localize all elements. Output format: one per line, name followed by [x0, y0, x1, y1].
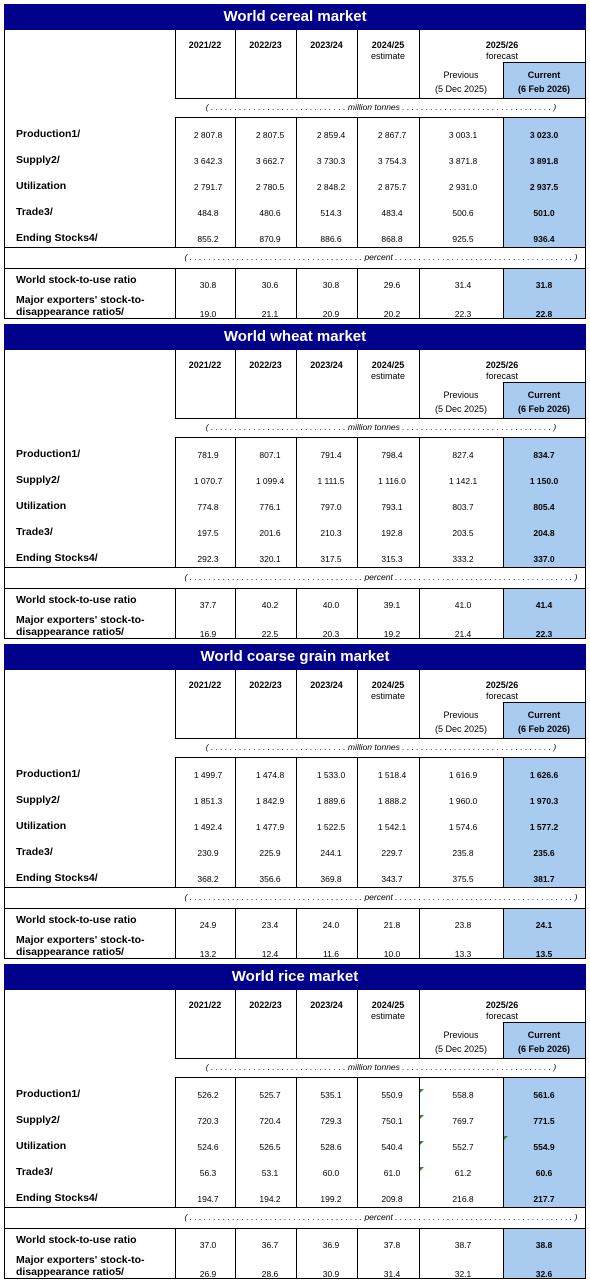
- ratio-cell: 20.2: [383, 309, 401, 319]
- divider-line: [5, 247, 585, 248]
- value-cell: 552.7: [452, 1142, 474, 1152]
- current-value: 936.4: [533, 234, 555, 244]
- current-value: 217.7: [533, 1194, 555, 1204]
- ratio-cell: 11.6: [323, 949, 339, 959]
- value-cell: 2 875.7: [377, 182, 407, 192]
- divider-line: [5, 908, 585, 909]
- row-label: Ending Stocks4/: [16, 1192, 98, 1204]
- row-label: Utilization: [16, 180, 67, 192]
- ratio-cell: 24.0: [322, 920, 340, 930]
- year-header: 2022/23: [249, 360, 282, 370]
- value-cell: 216.8: [452, 1194, 474, 1204]
- ratio-label-line1: Major exporters' stock-to-: [16, 934, 145, 946]
- previous-date: (5 Dec 2025): [434, 1044, 488, 1054]
- row-label: Utilization: [16, 500, 67, 512]
- current-label: Current: [527, 1030, 561, 1040]
- current-value: 2 937.5: [529, 182, 559, 192]
- ratio-cell: 12.4: [261, 949, 279, 959]
- value-cell: 480.6: [259, 208, 281, 218]
- ratio-cell: 20.9: [322, 309, 340, 319]
- year-header: 2024/25: [371, 1000, 405, 1010]
- ratio-cell: 24.9: [199, 920, 217, 930]
- estimate-label: estimate: [370, 691, 405, 701]
- value-cell: 315.3: [381, 554, 403, 564]
- value-cell: 356.6: [259, 874, 281, 884]
- units-percent: ( . . . . . . . . . . . . . . . . . . . . . . . . . . . . . . . . . . . . . percent . . . . . . . . . . . . . . . . . . . . . . . . . . . . . . . . . . . . . . ): [184, 1212, 578, 1222]
- ratio-cell: 30.8: [199, 280, 217, 290]
- ratio-cell: 37.7: [199, 600, 217, 610]
- value-cell: 1 574.6: [448, 822, 478, 832]
- value-cell: 2 867.7: [377, 130, 407, 140]
- ratio-cell: 29.6: [383, 280, 401, 290]
- value-cell: 235.8: [452, 848, 474, 858]
- value-cell: 776.1: [259, 502, 281, 512]
- divider-line: [503, 382, 585, 383]
- year-header: 2022/23: [249, 1000, 282, 1010]
- value-cell: 61.0: [383, 1168, 401, 1178]
- current-ratio-value: 38.8: [535, 1240, 553, 1250]
- ratio-cell: 21.4: [454, 629, 472, 639]
- value-cell: 524.6: [197, 1142, 219, 1152]
- current-ratio-value: 31.8: [535, 280, 553, 290]
- row-label: Production1/: [16, 448, 81, 460]
- row-label: Supply2/: [16, 474, 60, 486]
- ratio-cell: 30.9: [322, 1269, 340, 1279]
- row-label: Trade3/: [16, 206, 53, 218]
- value-cell: 540.4: [381, 1142, 403, 1152]
- value-cell: 229.7: [381, 848, 403, 858]
- current-label: Current: [527, 710, 561, 720]
- year-header: 2023/24: [310, 360, 343, 370]
- current-value: 805.4: [533, 502, 555, 512]
- ratio-label: World stock-to-use ratio: [16, 274, 137, 286]
- value-cell: 528.6: [320, 1142, 342, 1152]
- current-value: 1 577.2: [529, 822, 559, 832]
- current-value: 60.6: [535, 1168, 553, 1178]
- previous-label: Previous: [443, 1030, 479, 1040]
- estimate-label: estimate: [370, 51, 405, 61]
- value-cell: 1 842.9: [255, 796, 285, 806]
- ratio-label: World stock-to-use ratio: [16, 914, 137, 926]
- value-cell: 292.3: [197, 554, 219, 564]
- forecast-year-header: 2025/26: [485, 1000, 519, 1010]
- current-date: (6 Feb 2026): [517, 1044, 571, 1054]
- value-cell: 3 642.3: [193, 156, 223, 166]
- current-ratio-value: 13.5: [535, 949, 553, 959]
- value-cell: 343.7: [381, 874, 403, 884]
- ratio-label-line2: disappearance ratio5/: [16, 946, 124, 958]
- current-ratio-value: 22.3: [535, 629, 553, 639]
- ratio-cell: 26.9: [199, 1269, 217, 1279]
- previous-date: (5 Dec 2025): [434, 84, 488, 94]
- value-cell: 558.8: [452, 1090, 474, 1100]
- value-cell: 1 542.1: [377, 822, 407, 832]
- market-table-0: [4, 4, 586, 320]
- value-cell: 60.0: [322, 1168, 340, 1178]
- value-cell: 2 859.4: [316, 130, 346, 140]
- ratio-cell: 21.1: [261, 309, 279, 319]
- ratio-cell: 36.7: [261, 1240, 279, 1250]
- previous-date: (5 Dec 2025): [434, 404, 488, 414]
- forecast-year-header: 2025/26: [485, 40, 519, 50]
- value-cell: 781.9: [197, 450, 219, 460]
- table-title: World coarse grain market: [4, 644, 586, 670]
- revision-marker-icon: [420, 1115, 424, 1119]
- ratio-cell: 40.2: [261, 600, 279, 610]
- ratio-label: World stock-to-use ratio: [16, 1234, 137, 1246]
- value-cell: 925.5: [452, 234, 474, 244]
- row-label: Supply2/: [16, 1114, 60, 1126]
- table-body: [4, 350, 586, 639]
- value-cell: 1 492.4: [193, 822, 223, 832]
- units-percent: ( . . . . . . . . . . . . . . . . . . . . . . . . . . . . . . . . . . . . . percent . . . . . . . . . . . . . . . . . . . . . . . . . . . . . . . . . . . . . . ): [184, 572, 578, 582]
- ratio-cell: 36.9: [322, 1240, 340, 1250]
- market-table-3: [4, 964, 586, 1280]
- value-cell: 333.2: [452, 554, 474, 564]
- value-cell: 868.8: [381, 234, 403, 244]
- row-label: Supply2/: [16, 794, 60, 806]
- ratio-cell: 31.4: [454, 280, 472, 290]
- value-cell: 803.7: [452, 502, 474, 512]
- units-million-tonnes: ( . . . . . . . . . . . . . . . . . . . . . . . . . . . . . million tonnes . . . . . . . . . . . . . . . . . . . . . . . . . . . . . . . . ): [205, 422, 557, 432]
- value-cell: 1 851.3: [193, 796, 223, 806]
- year-header: 2023/24: [310, 680, 343, 690]
- year-header: 2024/25: [371, 680, 405, 690]
- table-body: [4, 30, 586, 319]
- value-cell: 210.3: [320, 528, 342, 538]
- ratio-cell: 32.1: [454, 1269, 472, 1279]
- forecast-label: forecast: [485, 1011, 518, 1021]
- units-percent: ( . . . . . . . . . . . . . . . . . . . . . . . . . . . . . . . . . . . . . percent . . . . . . . . . . . . . . . . . . . . . . . . . . . . . . . . . . . . . . ): [184, 892, 578, 902]
- year-header: 2024/25: [371, 40, 405, 50]
- forecast-year-header: 2025/26: [485, 360, 519, 370]
- table-body: [4, 670, 586, 959]
- ratio-cell: 21.8: [383, 920, 401, 930]
- divider-line: [175, 757, 585, 758]
- divider-line: [503, 62, 585, 63]
- value-cell: 2 807.5: [255, 130, 285, 140]
- row-label: Trade3/: [16, 526, 53, 538]
- table-title: World cereal market: [4, 4, 586, 30]
- value-cell: 201.6: [259, 528, 281, 538]
- value-cell: 2 780.5: [255, 182, 285, 192]
- value-cell: 209.8: [381, 1194, 403, 1204]
- value-cell: 1 533.0: [316, 770, 346, 780]
- ratio-cell: 19.0: [199, 309, 217, 319]
- current-value: 554.9: [533, 1142, 555, 1152]
- value-cell: 197.5: [197, 528, 219, 538]
- value-cell: 798.4: [381, 450, 403, 460]
- value-cell: 1 070.7: [193, 476, 223, 486]
- year-header: 2023/24: [310, 40, 343, 50]
- value-cell: 550.9: [381, 1090, 403, 1100]
- ratio-label-line2: disappearance ratio5/: [16, 1266, 124, 1278]
- value-cell: 1 116.0: [378, 476, 406, 486]
- divider-line: [175, 1077, 585, 1078]
- value-cell: 1 474.8: [255, 770, 285, 780]
- value-cell: 1 960.0: [448, 796, 478, 806]
- current-date: (6 Feb 2026): [517, 84, 571, 94]
- ratio-cell: 10.0: [383, 949, 401, 959]
- table-title: World wheat market: [4, 324, 586, 350]
- ratio-cell: 13.3: [454, 949, 472, 959]
- previous-label: Previous: [443, 390, 479, 400]
- current-value: 1 626.6: [529, 770, 559, 780]
- value-cell: 729.3: [320, 1116, 342, 1126]
- ratio-cell: 22.5: [261, 629, 279, 639]
- value-cell: 375.5: [452, 874, 474, 884]
- ratio-cell: 38.7: [454, 1240, 472, 1250]
- current-value: 204.8: [533, 528, 555, 538]
- ratio-cell: 30.6: [261, 280, 279, 290]
- current-value: 1 150.0: [529, 476, 559, 486]
- divider-line: [175, 738, 585, 739]
- value-cell: 774.8: [197, 502, 219, 512]
- current-value: 561.6: [533, 1090, 555, 1100]
- current-label: Current: [527, 390, 561, 400]
- value-cell: 194.2: [259, 1194, 281, 1204]
- revision-marker-icon: [420, 1141, 424, 1145]
- value-cell: 1 522.5: [316, 822, 346, 832]
- value-cell: 750.1: [381, 1116, 403, 1126]
- table-body: [4, 990, 586, 1279]
- value-cell: 793.1: [381, 502, 403, 512]
- ratio-cell: 40.0: [322, 600, 340, 610]
- row-label: Ending Stocks4/: [16, 872, 98, 884]
- value-cell: 1 518.4: [377, 770, 407, 780]
- row-label: Ending Stocks4/: [16, 552, 98, 564]
- value-cell: 535.1: [320, 1090, 342, 1100]
- divider-line: [503, 1022, 585, 1023]
- value-cell: 2 931.0: [448, 182, 478, 192]
- ratio-cell: 22.3: [454, 309, 472, 319]
- value-cell: 2 848.2: [316, 182, 346, 192]
- divider-line: [175, 437, 585, 438]
- year-header: 2023/24: [310, 1000, 343, 1010]
- current-ratio-value: 22.8: [535, 309, 553, 319]
- ratio-label: World stock-to-use ratio: [16, 594, 137, 606]
- year-header: 2022/23: [249, 680, 282, 690]
- row-label: Trade3/: [16, 846, 53, 858]
- value-cell: 855.2: [197, 234, 219, 244]
- value-cell: 870.9: [259, 234, 281, 244]
- value-cell: 56.3: [199, 1168, 217, 1178]
- ratio-cell: 28.6: [261, 1269, 279, 1279]
- value-cell: 1 111.5: [317, 476, 345, 486]
- value-cell: 720.3: [197, 1116, 219, 1126]
- row-label: Production1/: [16, 768, 81, 780]
- value-cell: 886.6: [320, 234, 342, 244]
- value-cell: 368.2: [197, 874, 219, 884]
- current-value: 771.5: [533, 1116, 555, 1126]
- value-cell: 53.1: [261, 1168, 279, 1178]
- value-cell: 199.2: [320, 1194, 342, 1204]
- market-table-1: [4, 324, 586, 640]
- value-cell: 791.4: [320, 450, 342, 460]
- value-cell: 320.1: [259, 554, 281, 564]
- value-cell: 827.4: [452, 450, 474, 460]
- previous-label: Previous: [443, 710, 479, 720]
- value-cell: 483.4: [381, 208, 403, 218]
- units-million-tonnes: ( . . . . . . . . . . . . . . . . . . . . . . . . . . . . . million tonnes . . . . . . . . . . . . . . . . . . . . . . . . . . . . . . . . ): [205, 742, 557, 752]
- current-value: 3 891.8: [529, 156, 559, 166]
- value-cell: 769.7: [452, 1116, 474, 1126]
- value-cell: 1 889.6: [316, 796, 346, 806]
- value-cell: 194.7: [197, 1194, 219, 1204]
- current-ratio-value: 41.4: [535, 600, 553, 610]
- current-value: 337.0: [533, 554, 555, 564]
- value-cell: 1 099.4: [255, 476, 285, 486]
- divider-line: [5, 1228, 585, 1229]
- value-cell: 1 142.1: [448, 476, 478, 486]
- current-value: 381.7: [533, 874, 555, 884]
- value-cell: 526.5: [259, 1142, 281, 1152]
- current-date: (6 Feb 2026): [517, 724, 571, 734]
- divider-line: [175, 117, 585, 118]
- ratio-cell: 23.8: [454, 920, 472, 930]
- value-cell: 225.9: [259, 848, 281, 858]
- current-label: Current: [527, 70, 561, 80]
- row-label: Utilization: [16, 1140, 67, 1152]
- forecast-year-header: 2025/26: [485, 680, 519, 690]
- value-cell: 484.8: [197, 208, 219, 218]
- revision-marker-icon: [420, 1167, 424, 1171]
- divider-line: [503, 702, 585, 703]
- value-cell: 525.7: [259, 1090, 281, 1100]
- ratio-label-line1: Major exporters' stock-to-: [16, 1254, 145, 1266]
- forecast-label: forecast: [485, 371, 518, 381]
- row-label: Utilization: [16, 820, 67, 832]
- year-header: 2021/22: [188, 40, 222, 50]
- year-header: 2021/22: [188, 1000, 222, 1010]
- value-cell: 192.8: [381, 528, 403, 538]
- revision-marker-icon: [420, 1089, 424, 1093]
- value-cell: 1 888.2: [377, 796, 407, 806]
- current-ratio-value: 24.1: [535, 920, 553, 930]
- table-title: World rice market: [4, 964, 586, 990]
- divider-line: [175, 418, 585, 419]
- units-million-tonnes: ( . . . . . . . . . . . . . . . . . . . . . . . . . . . . . million tonnes . . . . . . . . . . . . . . . . . . . . . . . . . . . . . . . . ): [205, 102, 557, 112]
- current-value: 834.7: [533, 450, 555, 460]
- row-label: Supply2/: [16, 154, 60, 166]
- row-label: Ending Stocks4/: [16, 232, 98, 244]
- value-cell: 1 499.7: [193, 770, 223, 780]
- value-cell: 244.1: [320, 848, 342, 858]
- ratio-cell: 13.2: [199, 949, 217, 959]
- ratio-cell: 16.9: [199, 629, 217, 639]
- row-label: Production1/: [16, 1088, 81, 1100]
- value-cell: 1 477.9: [255, 822, 285, 832]
- ratio-cell: 41.0: [454, 600, 472, 610]
- ratio-label-line2: disappearance ratio5/: [16, 306, 124, 318]
- value-cell: 3 003.1: [448, 130, 478, 140]
- previous-date: (5 Dec 2025): [434, 724, 488, 734]
- year-header: 2022/23: [249, 40, 282, 50]
- value-cell: 3 871.8: [448, 156, 478, 166]
- ratio-label-line2: disappearance ratio5/: [16, 626, 124, 638]
- value-cell: 3 662.7: [255, 156, 285, 166]
- ratio-cell: 23.4: [261, 920, 279, 930]
- units-million-tonnes: ( . . . . . . . . . . . . . . . . . . . . . . . . . . . . . million tonnes . . . . . . . . . . . . . . . . . . . . . . . . . . . . . . . . ): [205, 1062, 557, 1072]
- value-cell: 317.5: [320, 554, 342, 564]
- market-table-2: [4, 644, 586, 960]
- ratio-cell: 37.0: [199, 1240, 217, 1250]
- divider-line: [175, 1058, 585, 1059]
- value-cell: 526.2: [197, 1090, 219, 1100]
- divider-line: [5, 1207, 585, 1208]
- ratio-label-line1: Major exporters' stock-to-: [16, 294, 145, 306]
- row-label: Trade3/: [16, 1166, 53, 1178]
- forecast-label: forecast: [485, 51, 518, 61]
- estimate-label: estimate: [370, 371, 405, 381]
- current-date: (6 Feb 2026): [517, 404, 571, 414]
- ratio-cell: 30.8: [322, 280, 340, 290]
- revision-marker-icon: [504, 1136, 508, 1140]
- ratio-cell: 37.8: [383, 1240, 401, 1250]
- value-cell: 2 791.7: [193, 182, 223, 192]
- ratio-cell: 20.3: [322, 629, 340, 639]
- value-cell: 797.0: [320, 502, 342, 512]
- value-cell: 3 754.3: [377, 156, 407, 166]
- year-header: 2021/22: [188, 680, 222, 690]
- divider-line: [5, 268, 585, 269]
- row-label: Production1/: [16, 128, 81, 140]
- current-value: 235.6: [533, 848, 555, 858]
- value-cell: 514.3: [320, 208, 342, 218]
- current-value: 3 023.0: [529, 130, 559, 140]
- estimate-label: estimate: [370, 1011, 405, 1021]
- value-cell: 230.9: [197, 848, 219, 858]
- ratio-label-line1: Major exporters' stock-to-: [16, 614, 145, 626]
- value-cell: 807.1: [259, 450, 281, 460]
- year-header: 2021/22: [188, 360, 222, 370]
- value-cell: 3 730.3: [316, 156, 346, 166]
- value-cell: 203.5: [452, 528, 474, 538]
- value-cell: 1 616.9: [448, 770, 478, 780]
- ratio-cell: 31.4: [383, 1269, 401, 1279]
- units-percent: ( . . . . . . . . . . . . . . . . . . . . . . . . . . . . . . . . . . . . . percent . . . . . . . . . . . . . . . . . . . . . . . . . . . . . . . . . . . . . . ): [184, 252, 578, 262]
- divider-line: [5, 588, 585, 589]
- value-cell: 369.8: [320, 874, 342, 884]
- year-header: 2024/25: [371, 360, 405, 370]
- current-value: 1 970.3: [529, 796, 559, 806]
- ratio-cell: 19.2: [383, 629, 401, 639]
- value-cell: 61.2: [454, 1168, 472, 1178]
- current-ratio-value: 32.6: [535, 1269, 553, 1279]
- forecast-label: forecast: [485, 691, 518, 701]
- ratio-cell: 39.1: [383, 600, 401, 610]
- current-value: 501.0: [533, 208, 555, 218]
- value-cell: 720.4: [259, 1116, 281, 1126]
- value-cell: 2 807.8: [193, 130, 223, 140]
- divider-line: [5, 887, 585, 888]
- divider-line: [5, 567, 585, 568]
- previous-label: Previous: [443, 70, 479, 80]
- value-cell: 500.6: [452, 208, 474, 218]
- divider-line: [175, 98, 585, 99]
